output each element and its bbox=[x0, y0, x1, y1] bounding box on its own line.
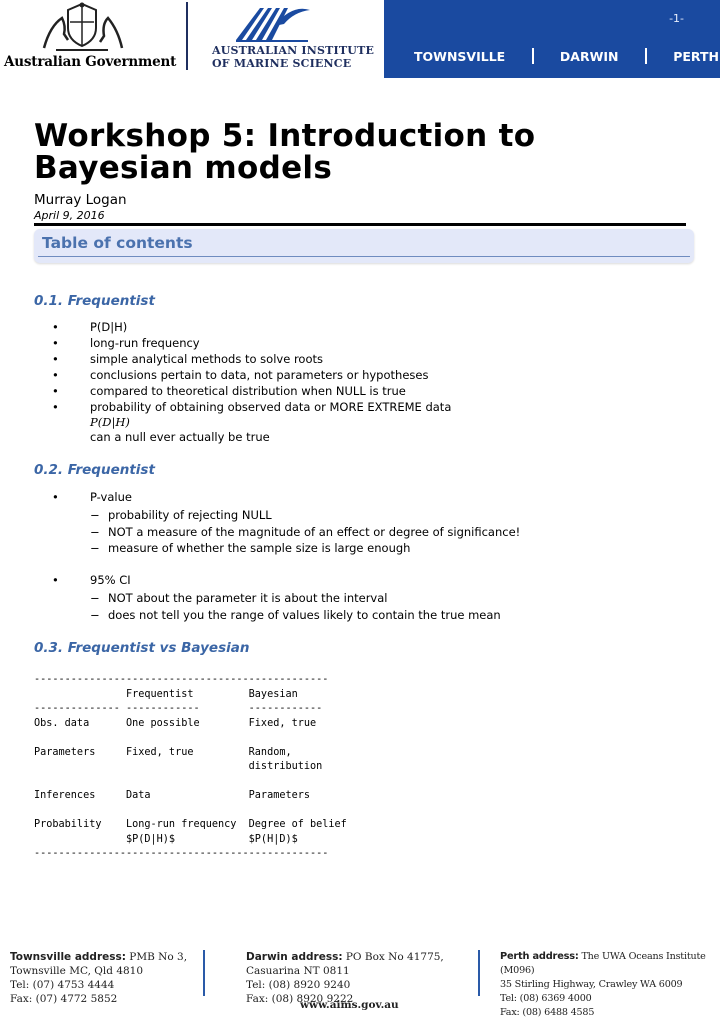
dash-icon: − bbox=[90, 524, 100, 539]
bullet-icon: • bbox=[52, 490, 59, 504]
dash-icon: − bbox=[90, 508, 100, 522]
title-rule bbox=[34, 223, 686, 226]
website-link[interactable]: www.aims.gov.au bbox=[300, 999, 399, 1011]
government-logo bbox=[0, 0, 182, 78]
sub-list bbox=[90, 590, 501, 623]
bullet-icon: • bbox=[52, 368, 59, 382]
bullet-icon: • bbox=[52, 573, 59, 587]
bullet-icon: • bbox=[52, 384, 59, 398]
city-darwin: DARWIN bbox=[559, 49, 619, 64]
author-name: Murray Logan bbox=[34, 192, 127, 208]
dash-icon: − bbox=[90, 591, 100, 605]
list-item: • P(D|H) bbox=[52, 320, 128, 334]
math-expression: P(D|H) bbox=[90, 415, 130, 429]
bullet-icon: • bbox=[52, 320, 59, 334]
townsville-address: Townsville address: PMB No 3, Townsville MC, Qld 4810 Tel: (07) 4753 4444 Fax: (07) 4772 5852 bbox=[10, 951, 188, 1005]
perth-address: Perth address: The UWA Oceans Institute (M096) 35 Stirling Highway, Crawley WA 6009 Tel: (08) 6369 4000 Fax: (08) 6488 4585 bbox=[500, 951, 706, 1018]
list-item: • simple analytical methods to solve roots bbox=[52, 352, 323, 366]
bullet-list bbox=[52, 489, 520, 557]
list-item: • probability of obtaining observed data or MORE EXTREME data P(D|H) can a null ever actually be true bbox=[52, 400, 452, 444]
list-item: • 95% CI − NOT about the parameter it is about the interval − does not tell you the range of values likely to contain the true mean bbox=[52, 573, 501, 622]
list-item: • long-run frequency bbox=[52, 336, 200, 350]
bullet-list bbox=[52, 572, 501, 623]
toc-title: Table of contents bbox=[42, 234, 193, 252]
sub-list-item: − NOT a measure of the magnitude of an effect or degree of significance! bbox=[90, 524, 521, 539]
sub-list bbox=[90, 507, 520, 557]
comparison-table-code: ------------------------------------------------ Frequentist Bayesian -------------- ------------ ------------ Obs. data One possible Fixed, true Parameters Fixed, true Random, distribution Inferences Data Parameters Probability Long-run frequency Degree of belief $P(D|H)$ $P(H|D)$ ------------------------------------------------ bbox=[34, 674, 347, 859]
footer-divider bbox=[478, 950, 480, 996]
city-list bbox=[414, 48, 719, 64]
sub-list-item: − measure of whether the sample size is large enough bbox=[90, 541, 411, 555]
bullet-list bbox=[52, 319, 451, 445]
institute-name: AUSTRALIAN INSTITUTE OF MARINE SCIENCE bbox=[212, 44, 375, 70]
sub-list-item: − NOT about the parameter it is about the interval bbox=[90, 591, 388, 605]
coat-of-arms-icon bbox=[38, 2, 126, 52]
bullet-icon: • bbox=[52, 400, 59, 414]
darwin-address: Darwin address: PO Box No 41775, Casuarina NT 0811 Tel: (08) 8920 9240 Fax: (08) 8920 9222 bbox=[246, 951, 444, 1005]
city-townsville: TOWNSVILLE bbox=[414, 49, 506, 64]
footer-divider bbox=[203, 950, 205, 996]
section-heading: 0.3. Frequentist vs Bayesian bbox=[34, 640, 250, 656]
dash-icon: − bbox=[90, 541, 100, 555]
section-heading: 0.2. Frequentist bbox=[34, 462, 155, 478]
header-divider bbox=[186, 2, 188, 70]
list-item: • conclusions pertain to data, not parameters or hypotheses bbox=[52, 368, 429, 382]
list-item: • P-value − probability of rejecting NULL − NOT a measure of the magnitude of an effect or degree of significance! − measure of whether the sample size is large enough bbox=[52, 490, 521, 555]
page-header bbox=[0, 0, 720, 78]
sub-list-item: − does not tell you the range of values likely to contain the true mean bbox=[90, 607, 501, 622]
table-of-contents[interactable] bbox=[34, 229, 694, 263]
bullet-icon: • bbox=[52, 352, 59, 366]
city-divider bbox=[532, 48, 534, 64]
document-title: Workshop 5: Introduction to Bayesian models bbox=[34, 118, 536, 186]
toc-underline bbox=[38, 256, 690, 257]
section-heading: 0.1. Frequentist bbox=[34, 293, 155, 309]
continuation-text: can a null ever actually be true bbox=[90, 430, 270, 444]
page-number: -1- bbox=[669, 12, 684, 25]
header-banner bbox=[384, 0, 720, 78]
bullet-icon: • bbox=[52, 336, 59, 350]
dash-icon: − bbox=[90, 607, 100, 622]
city-divider bbox=[645, 48, 647, 64]
government-name: Australian Government bbox=[4, 54, 177, 70]
list-item: • compared to theoretical distribution when NULL is true bbox=[52, 384, 406, 398]
page-footer bbox=[0, 940, 720, 1019]
document-date: April 9, 2016 bbox=[34, 209, 105, 222]
sub-list-item: − probability of rejecting NULL bbox=[90, 508, 272, 522]
city-perth: PERTH bbox=[673, 49, 719, 64]
aims-logo-icon bbox=[234, 4, 312, 44]
